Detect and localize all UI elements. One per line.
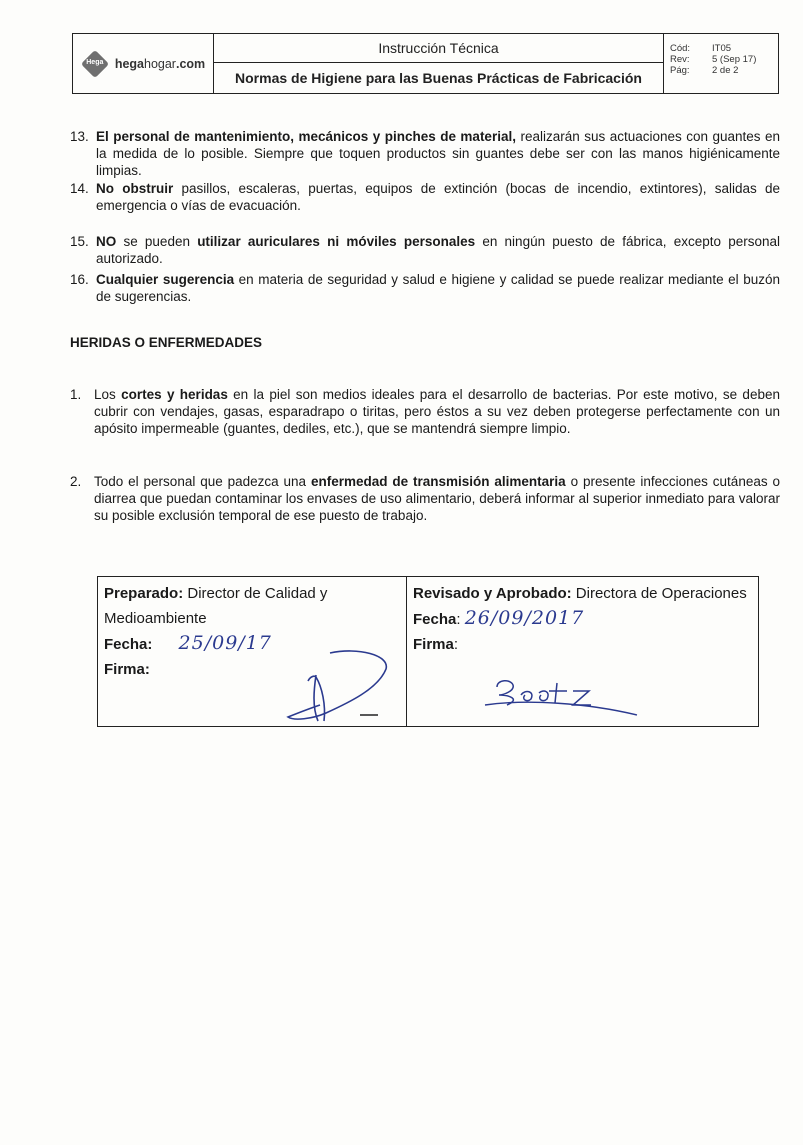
meta-revision: Rev: 5 (Sep 17) xyxy=(670,54,757,65)
prepared-signature-label: Firma: xyxy=(104,661,150,678)
signature-left-icon xyxy=(268,617,408,727)
signoff-table xyxy=(97,576,759,727)
prepared-role: Preparado: Director de Calidad y Medioambiente xyxy=(104,585,328,627)
document-title: Normas de Higiene para las Buenas Prácticas de Fabricación xyxy=(235,70,642,86)
list-item: 1. Los cortes y heridas en la piel son medios ideales para el desarrollo de bacterias. Por este motivo, se deben cubrir con vendajes, gasas, esparadrapo o tiritas, pero éstos a su vez deben protegerse perfectamente con un apósito impermeable (guantes, dediles, etc.), que se mantendrá siempre limpio. xyxy=(70,387,780,436)
header-titles xyxy=(214,34,664,93)
list-item: 2. Todo el personal que padezca una enfermedad de transmisión alimentaria o presente infecciones cutáneas o diarrea que puedan contaminar los envases de uso alimentario, deberá informar al superior inmediato para valorar su posible exclusión temporal de ese puesto de trabajo. xyxy=(70,474,780,523)
meta-page: Pág: 2 de 2 xyxy=(670,65,739,76)
meta-code: Cód: IT05 xyxy=(670,43,732,54)
prepared-date: Fecha: 25/09/17 xyxy=(104,632,272,654)
list-item: 13. El personal de mantenimiento, mecánicos y pinches de material, realizarán sus actuaciones con guantes en la medida de lo posible. Siempre que toquen productos sin guantes debe ser con las manos higiénicamente limpias. xyxy=(70,129,780,178)
document-header xyxy=(72,33,779,94)
document-type: Instrucción Técnica xyxy=(214,34,663,63)
logo-text: hegahogar.com xyxy=(114,56,206,71)
list-item: 16. Cualquier sugerencia en materia de seguridad y salud e higiene y calidad se puede realizar mediante el buzón de sugerencias. xyxy=(70,272,780,304)
list-item: 14. No obstruir pasillos, escaleras, puertas, equipos de extinción (bocas de incendio, extintores), salidas de emergencia o vías de evacuación. xyxy=(70,181,780,213)
company-logo xyxy=(73,34,214,93)
hega-logo-icon: Hega xyxy=(81,50,109,78)
signature-right-icon xyxy=(477,669,647,719)
approved-role: Revisado y Aprobado: Directora de Operaciones xyxy=(413,585,747,602)
approved-date: Fecha: 26/09/2017 xyxy=(413,607,585,629)
section-heading: HERIDAS O ENFERMEDADES xyxy=(70,335,263,350)
document-meta xyxy=(664,34,778,93)
approved-signature-label: Firma: xyxy=(413,636,459,653)
approved-by-cell xyxy=(407,577,758,726)
list-item: 15. NO se pueden utilizar auriculares ni móviles personales en ningún puesto de fábrica, excepto personal autorizado. xyxy=(70,234,781,266)
prepared-by-cell xyxy=(98,577,407,726)
